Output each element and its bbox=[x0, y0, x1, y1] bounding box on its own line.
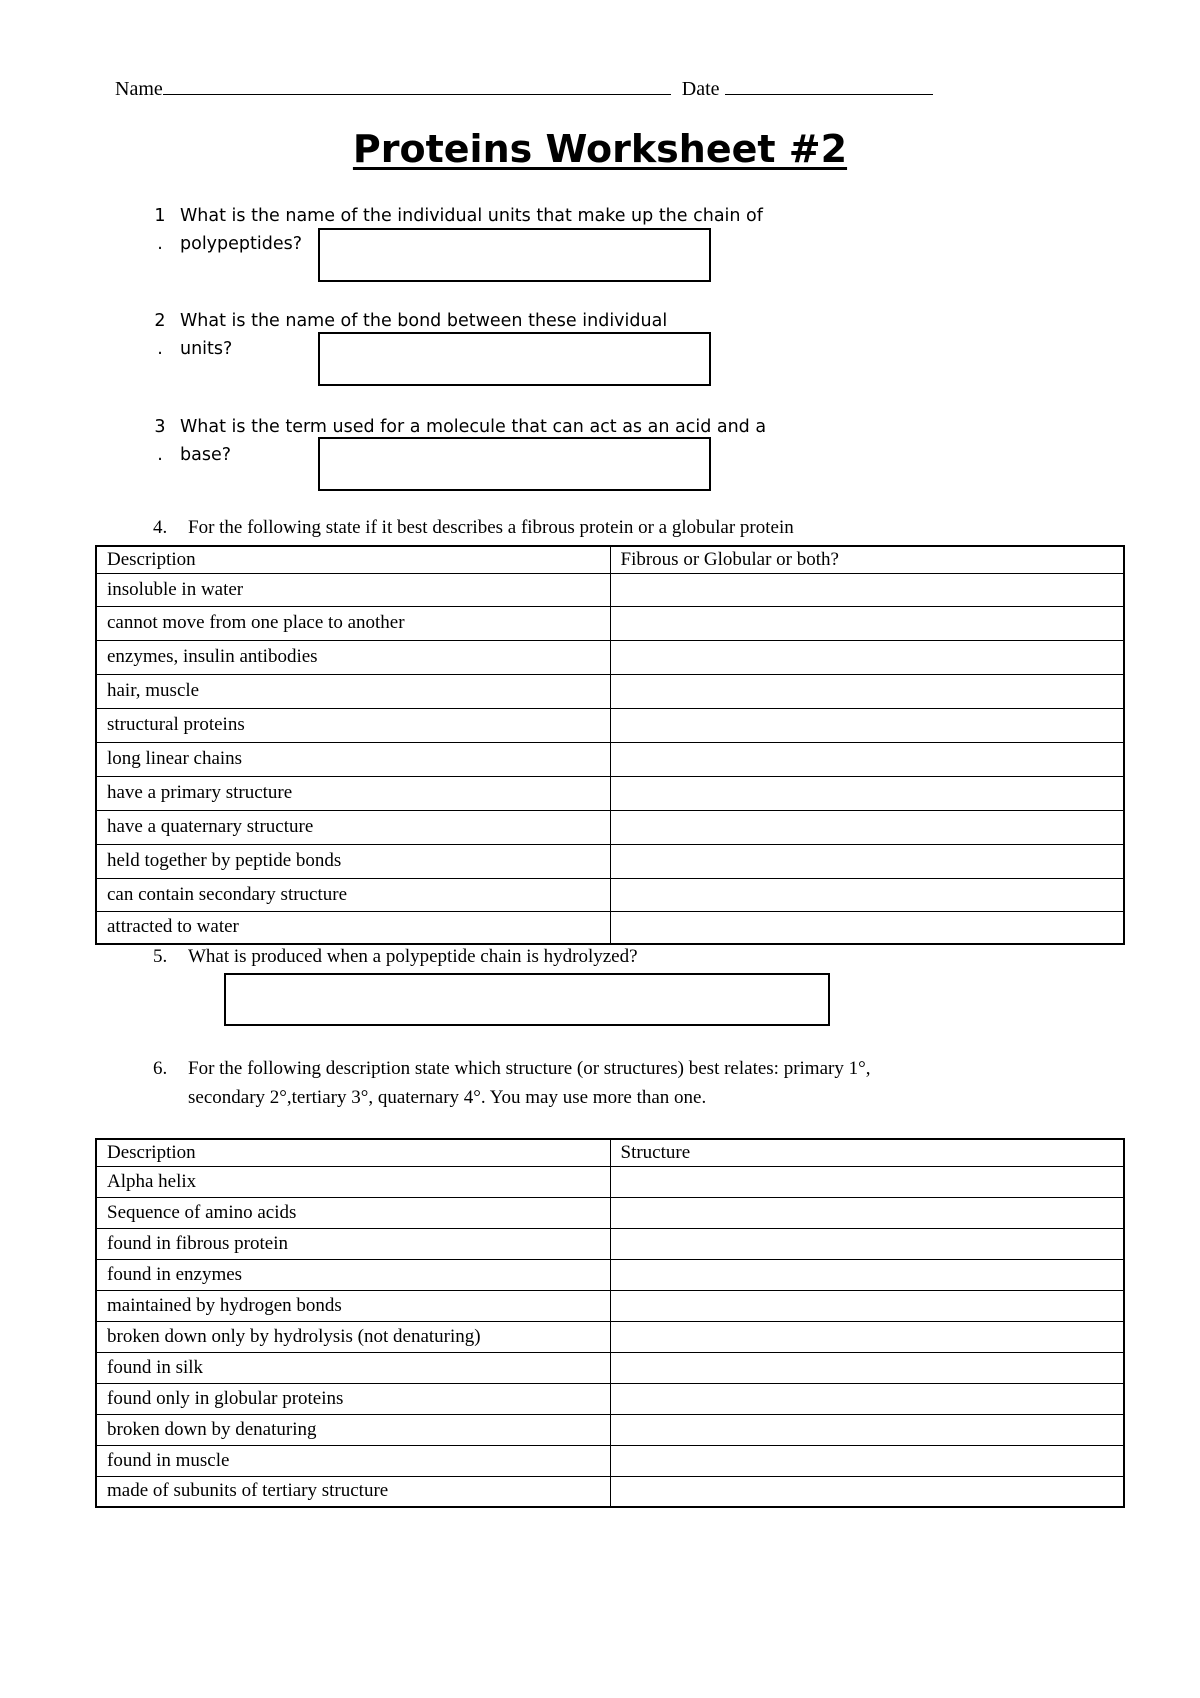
column-header-structure: Structure bbox=[610, 1139, 1124, 1166]
answer-cell[interactable] bbox=[610, 1166, 1124, 1197]
description-cell: made of subunits of tertiary structure bbox=[96, 1476, 610, 1507]
table-row bbox=[96, 1445, 1124, 1476]
answer-cell[interactable] bbox=[610, 776, 1124, 810]
column-header-description: Description bbox=[96, 546, 610, 573]
answer-box-1[interactable] bbox=[318, 228, 711, 282]
question-2-number: 2 bbox=[154, 311, 166, 331]
answer-cell[interactable] bbox=[610, 606, 1124, 640]
column-header-fibrous-globular: Fibrous or Globular or both? bbox=[610, 546, 1124, 573]
description-cell: found in fibrous protein bbox=[96, 1228, 610, 1259]
table-row bbox=[96, 674, 1124, 708]
answer-cell[interactable] bbox=[610, 674, 1124, 708]
table-row bbox=[96, 640, 1124, 674]
description-cell: enzymes, insulin antibodies bbox=[96, 640, 610, 674]
fibrous-globular-table bbox=[95, 545, 1125, 945]
answer-cell[interactable] bbox=[610, 1414, 1124, 1445]
table-row bbox=[96, 1352, 1124, 1383]
table-row bbox=[96, 1383, 1124, 1414]
answer-cell[interactable] bbox=[610, 810, 1124, 844]
table-row bbox=[96, 606, 1124, 640]
answer-box-3[interactable] bbox=[318, 437, 711, 491]
answer-cell[interactable] bbox=[610, 1321, 1124, 1352]
description-cell: broken down by denaturing bbox=[96, 1414, 610, 1445]
table-row bbox=[96, 708, 1124, 742]
description-cell: can contain secondary structure bbox=[96, 878, 610, 911]
question-6-number: 6. bbox=[153, 1058, 168, 1079]
answer-cell[interactable] bbox=[610, 1197, 1124, 1228]
answer-cell[interactable] bbox=[610, 1259, 1124, 1290]
answer-cell[interactable] bbox=[610, 1383, 1124, 1414]
table-row bbox=[96, 1197, 1124, 1228]
description-cell: structural proteins bbox=[96, 708, 610, 742]
description-cell: hair, muscle bbox=[96, 674, 610, 708]
table-row bbox=[96, 878, 1124, 911]
table-header-row bbox=[96, 546, 1124, 573]
table-row bbox=[96, 1476, 1124, 1507]
answer-cell[interactable] bbox=[610, 742, 1124, 776]
table-row bbox=[96, 1290, 1124, 1321]
name-date-header bbox=[115, 76, 933, 101]
question-5-number: 5. bbox=[153, 946, 168, 967]
question-1-dot: . bbox=[157, 234, 163, 254]
date-line[interactable] bbox=[725, 76, 933, 95]
description-cell: cannot move from one place to another bbox=[96, 606, 610, 640]
table-row bbox=[96, 1321, 1124, 1352]
description-cell: found in muscle bbox=[96, 1445, 610, 1476]
question-4-number: 4. bbox=[153, 517, 168, 538]
answer-cell[interactable] bbox=[610, 1290, 1124, 1321]
table-row bbox=[96, 1166, 1124, 1197]
name-line[interactable] bbox=[163, 76, 671, 95]
description-cell: Alpha helix bbox=[96, 1166, 610, 1197]
question-1-text: What is the name of the individual units that make up the chain of bbox=[180, 206, 763, 226]
answer-cell[interactable] bbox=[610, 878, 1124, 911]
table-row bbox=[96, 776, 1124, 810]
answer-cell[interactable] bbox=[610, 708, 1124, 742]
question-2-text: What is the name of the bond between these individual bbox=[180, 311, 668, 331]
answer-cell[interactable] bbox=[610, 1352, 1124, 1383]
question-2-text-cont: units? bbox=[180, 339, 233, 359]
description-cell: held together by peptide bonds bbox=[96, 844, 610, 878]
question-1-number: 1 bbox=[154, 206, 166, 226]
question-3-dot: . bbox=[157, 445, 163, 465]
table-row bbox=[96, 573, 1124, 606]
answer-box-2[interactable] bbox=[318, 332, 711, 386]
description-cell: attracted to water bbox=[96, 911, 610, 944]
question-6-text-cont: secondary 2°,tertiary 3°, quaternary 4°. You may use more than one. bbox=[188, 1087, 707, 1108]
question-4-text: For the following state if it best describes a fibrous protein or a globular protein bbox=[188, 517, 794, 538]
question-5 bbox=[153, 946, 638, 968]
description-cell: found only in globular proteins bbox=[96, 1383, 610, 1414]
description-cell: found in enzymes bbox=[96, 1259, 610, 1290]
answer-cell[interactable] bbox=[610, 1228, 1124, 1259]
question-1-text-cont: polypeptides? bbox=[180, 234, 303, 254]
answer-cell[interactable] bbox=[610, 911, 1124, 944]
description-cell: long linear chains bbox=[96, 742, 610, 776]
table-row bbox=[96, 742, 1124, 776]
answer-cell[interactable] bbox=[610, 844, 1124, 878]
column-header-description: Description bbox=[96, 1139, 610, 1166]
question-2-dot: . bbox=[157, 339, 163, 359]
structure-table bbox=[95, 1138, 1125, 1508]
description-cell: insoluble in water bbox=[96, 573, 610, 606]
description-cell: Sequence of amino acids bbox=[96, 1197, 610, 1228]
description-cell: have a primary structure bbox=[96, 776, 610, 810]
description-cell: have a quaternary structure bbox=[96, 810, 610, 844]
table-row bbox=[96, 1414, 1124, 1445]
question-6 bbox=[153, 1054, 870, 1112]
table-row bbox=[96, 1228, 1124, 1259]
description-cell: broken down only by hydrolysis (not denaturing) bbox=[96, 1321, 610, 1352]
name-label: Name bbox=[115, 78, 163, 100]
answer-cell[interactable] bbox=[610, 1476, 1124, 1507]
question-4 bbox=[153, 517, 794, 539]
question-6-text: For the following description state which structure (or structures) best relates: primary 1°, bbox=[188, 1058, 871, 1079]
question-5-text: What is produced when a polypeptide chain is hydrolyzed? bbox=[188, 946, 638, 967]
table-row bbox=[96, 810, 1124, 844]
table-row bbox=[96, 844, 1124, 878]
answer-cell[interactable] bbox=[610, 1445, 1124, 1476]
question-3-number: 3 bbox=[154, 417, 166, 437]
date-label: Date bbox=[681, 78, 720, 100]
question-3-text: What is the term used for a molecule that can act as an acid and a bbox=[180, 417, 767, 437]
description-cell: found in silk bbox=[96, 1352, 610, 1383]
answer-cell[interactable] bbox=[610, 573, 1124, 606]
description-cell: maintained by hydrogen bonds bbox=[96, 1290, 610, 1321]
page-title: Proteins Worksheet #2 bbox=[352, 127, 848, 171]
answer-cell[interactable] bbox=[610, 640, 1124, 674]
question-3-text-cont: base? bbox=[180, 445, 232, 465]
table-row bbox=[96, 1259, 1124, 1290]
table-header-row bbox=[96, 1139, 1124, 1166]
answer-box-5[interactable] bbox=[224, 973, 830, 1026]
table-row bbox=[96, 911, 1124, 944]
